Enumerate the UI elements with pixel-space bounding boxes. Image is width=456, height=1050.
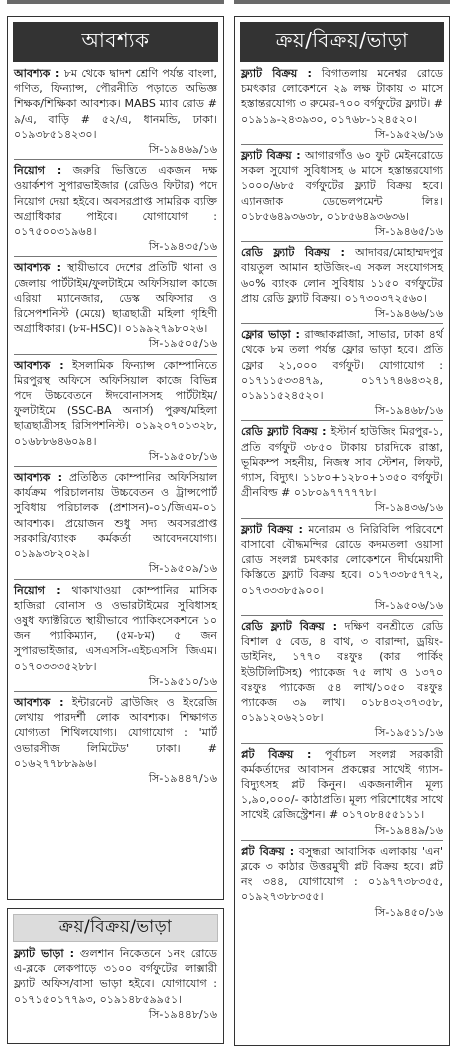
- ad-keyword: রেডি ফ্ল্যাট বিক্রয় :: [241, 619, 338, 633]
- ad-reference-code: সি-১৯৪৩৫/১৬: [148, 240, 217, 254]
- ad-reference-code: সি-১৯৫০৯/১৬: [148, 562, 217, 576]
- ad-reference-code: সি-১৯৫১০/১৬: [148, 674, 217, 688]
- ads-list: [235, 66, 449, 920]
- classified-ad: [14, 358, 217, 464]
- ad-divider: [14, 466, 217, 467]
- ad-text: স্থায়ীভাবে দেশের প্রতিটি থানা ও জেলায় পার্টটাইম/ফুলটাইমে অফিসিয়াল কাজে এরিয়া ম্যানেজার, ডেস্ক অফিসার ও রিসেপশনিস্ট (মেয়ে) ছাত্রছাত্রী মহিলা গৃহিণী অগ্রাধিকার। (৮ম-HSC)। ০১৯৯২৭৯৮০২৬।: [14, 261, 217, 336]
- ad-keyword: ফ্ল্যাট বিক্রয় :: [241, 67, 312, 80]
- ad-keyword: রেডি ফ্ল্যাট বিক্রয় :: [241, 246, 345, 260]
- classified-ad: [14, 946, 217, 1022]
- ad-reference-code: সি-১৯৫১১/১৬: [374, 726, 443, 740]
- ad-keyword: আবশ্যক :: [14, 261, 62, 275]
- column-heading: ক্রয়/বিক্রয়/ভাড়া: [240, 22, 444, 62]
- ads-list: [8, 946, 223, 1022]
- classified-ad: [241, 619, 443, 741]
- ad-divider: [241, 518, 443, 519]
- ad-text: প্রতিষ্ঠিত কোম্পানির অফিসিয়াল কার্যক্রম পরিচালনায় উচ্চবেতন ও ট্রান্সপোর্ট সুবিধায় পরিচালক (প্রশাসন)-০১/জিএম-০১ আবশ্যক। প্রয়োজন শুধু সদ্য অবসরপ্রাপ্ত সরকারি/ব্যাংক কর্মকর্তা আবেদনযোগ্য। ০১৯৯৩৮২০২৯।: [14, 471, 218, 561]
- ad-text: থাকাখাওয়া কোম্পানির মাসিক হাজিরা বোনাস ও ওভারটাইমের সুবিধাসহ ওষুধ ফ্যাক্টরিতে স্থায়ীভাবে প্যাকিংসেকশনে ১০ জন প্যাকিম্যান, (৫ম-৮ম) ৫ জন সুপারভাইজার, এসএসসি-এইচএসসি জিএম। ০১৭০৩৩৩৫২৮৮।: [14, 583, 217, 673]
- right-top-rule: [234, 0, 450, 4]
- ad-reference-code: সি-১৯৫০৬/১৬: [374, 598, 443, 612]
- ad-reference-code: সি-১৯৪৩৬/১৬: [374, 501, 443, 515]
- ad-keyword: নিয়োগ :: [14, 164, 62, 178]
- ad-keyword: ফ্লোর ভাড়া :: [241, 328, 300, 342]
- left-top-rule: [7, 0, 224, 4]
- ad-divider: [14, 256, 217, 257]
- classified-ad: [241, 66, 443, 142]
- ad-reference-code: সি-১৯৪৬৫/১৬: [374, 225, 443, 239]
- ad-divider: [241, 420, 443, 421]
- ad-text: ইসলামিক ফিন্যান্স কোম্পানিতে মিরপুরস্থ অফিসে অফিসিয়াল কাজে বিভিন্ন পদে উচ্চবেতনে ঈদবোনাসসহ পার্টটাইম/ফুলটাইমে (SSC-BA অনার্স) পুরুষ/মহিলা ছাত্রছাত্রীসহ রিসিপশনিস্ট। ০১৯২০৭০১৩২৮, ০১৬৮৮৬৪৬০৯৪।: [14, 358, 218, 448]
- ad-text: জরুরি ভিত্তিতে একজন দক্ষ ওয়ার্কশপ সুপারভাইজার (রেডিও ফিটার) পদে নিয়োগ দেয়া হইবে। অবসরপ্রাপ্ত সামরিক ব্যক্তি অগ্রাধিকার পাইবে। যোগাযোগ : ০১৭৫০০৩১৯৬৪।: [14, 164, 217, 239]
- classified-ad: [241, 747, 443, 838]
- ad-keyword: ফ্ল্যাট বিক্রয় :: [241, 149, 301, 163]
- ad-reference-code: সি-১৯৪৬৬/১৬: [374, 307, 443, 321]
- ad-text: রাজ্জাকপ্লাজা, সাভার, ঢাকা ৪র্থ থেকে ৮ম তলা পর্যন্ত ফ্লোর ভাড়া হবে। প্রতি ফ্লোর ২১,০০০ বর্গফুট। যোগাযোগ : ০১৭১১৫৩৩৪৭৯, ০১৭১৭৪৬৪৩২৪, ০১৯১১৫২৪৫২০।: [241, 328, 443, 403]
- section-heading: ক্রয়/বিক্রয়/ভাড়া: [13, 914, 218, 942]
- classified-ad: [241, 245, 443, 321]
- ad-keyword: রেডি ফ্ল্যাট বিক্রয় :: [241, 425, 327, 439]
- ad-keyword: আবশ্যক :: [14, 695, 64, 709]
- ad-keyword: ফ্ল্যাট ভাড়া :: [14, 947, 75, 960]
- ad-text: ইন্টারনেট ব্রাউজিং ও ইংরেজি লেখায় পারদর্শী লোক আবশ্যক। শিক্ষাগত যোগ্যতা শিথিলযোগ্য। যোগাযোগ : 'মার্ট ওভারসীজ লিমিটেড' ঢাকা। # ০১৬২৭৭৮৮৯৯৬।: [14, 695, 217, 770]
- ad-keyword: প্লট বিক্রয় :: [241, 747, 312, 761]
- classified-ad: [14, 470, 217, 576]
- classified-ad: [241, 327, 443, 418]
- ad-divider: [14, 579, 217, 580]
- ad-keyword: আবশ্যক :: [14, 471, 63, 485]
- ad-text: ইস্টার্ন হাউজিং মিরপুর-১, প্রতি বর্গফুট ৩৮৫০ টাকায় চারদিকে রাস্তা, ভূমিকম্প সহনীয়, নিজস্ব সাব স্টেশন, লিফট, গ্যাস, বিদ্যুৎ। ১১৮০+১২৮০+১৩৫০ বর্গফুট। গ্রীনবিল্ড # ০১৮০৯৭৭৭৭৭৮।: [241, 425, 444, 500]
- ad-divider: [241, 743, 443, 744]
- classified-ad: [14, 260, 217, 351]
- ad-keyword: ফ্ল্যাট বিক্রয় :: [241, 522, 303, 536]
- ad-text: আদাবর/মোহাম্মদপুর বায়তুল আমান হাউজিং-এ সকল সংযোগসহ ৬০% ব্যাংক লোন সুবিধায় ১১৫০ বর্গফুটের প্রায় রেডি ফ্ল্যাট বিক্রয়। ০১৭৩০৩৭২৫৬০।: [241, 246, 443, 305]
- ad-keyword: প্লট বিক্রয় :: [241, 844, 295, 858]
- ad-reference-code: সি-১৯৪৫০/১৬: [374, 905, 443, 919]
- ad-divider: [14, 354, 217, 355]
- ad-text: গুলশান নিকেতনে ১নং রোডে এ-ব্লকে লেকপাড়ে ৩১০০ বর্গফুটের লাক্সারী ফ্ল্যাট অফিস/বাসা ভাড়া হইবে। যোগাযোগ : ০১৭১৫০১৭৭৯৩, ০১৯১৪৮৫৯৯৫১।: [14, 947, 217, 1006]
- ad-text: বসুন্ধরা আবাসিক এলাকায় 'এন' ব্লকে ৩ কাঠার উত্তরমুখী প্লট বিক্রয় হবে। প্লট নং ৩৪৪, যোগাযোগ : ০১৯৭৭৩৮৩৫৫, ০১৯২৭৩৮৮৩৫৫।: [241, 844, 443, 904]
- classified-ad: [14, 163, 217, 254]
- ad-keyword: আবশ্যক :: [14, 358, 64, 372]
- ad-text: ৮ম থেকে দ্বাদশ শ্রেণি পর্যন্ত বাংলা, গণিত, ফিন্যান্স, পৌরনীতি পড়াতে অভিজ্ঞ শিক্ষক/শিক্ষিকা আবশ্যক। MABS ম্যাব রোড # ৯/এ, বাড়ি # ৫২/এ, ধানমন্ডি, ঢাকা। ০১৯৩৮৫১৪২৩০।: [14, 67, 217, 141]
- classified-ad: [241, 522, 443, 613]
- ad-reference-code: সি-১৯৪৬৯/১৬: [148, 143, 217, 157]
- ad-reference-code: সি-১৯৪৪৯/১৬: [374, 823, 443, 837]
- classifieds-buy-sell-rent-box: [7, 908, 224, 1044]
- ads-list: [8, 66, 223, 786]
- ad-reference-code: সি-১৯৪৬৮/১৬: [374, 404, 443, 418]
- ad-keyword: নিয়োগ :: [14, 583, 61, 597]
- ad-reference-code: সি-১৯৪৪৭/১৬: [148, 771, 217, 785]
- ad-reference-code: সি-১৯৪৪৮/১৬: [148, 1007, 217, 1021]
- column-heading: আবশ্যক: [13, 22, 218, 62]
- classified-ad: [241, 424, 443, 515]
- ad-divider: [241, 840, 443, 841]
- classified-ad: [241, 148, 443, 239]
- ad-keyword: আবশ্যক :: [14, 67, 60, 80]
- classified-ad: [14, 583, 217, 689]
- classifieds-wanted-column: [7, 16, 224, 900]
- classifieds-buy-sell-rent-column: [234, 16, 450, 1046]
- ad-text: আগারগাঁও ৬০ ফুট মেইনরোডে সকল সুযোগ সুবিধাসহ ৬ মাসে হস্তান্তরযোগ্য ১০০০/৬৮৫ বর্গফুটের ফ্ল্যাট বিক্রয় হবে। এ্যানজাক ডেভেলপমেন্ট লিঃ। ০১৮৫৬৪৯৩৬৩৮, ০১৮৫৬৪৯৩৬৩৬।: [241, 149, 443, 223]
- ad-divider: [241, 615, 443, 616]
- ad-divider: [241, 241, 443, 242]
- ad-text: মনোরম ও নিরিবিলি পরিবেশে বাসাবো বৌদ্ধমন্দির রোডে কদমতলা ওয়াসা রোড সংলগ্ন চমৎকার লোকেশনে দীর্ঘমেয়াদী কিস্তিতে ফ্ল্যাট বিক্রয় হবে। ০১৭৩৩৮৫৭৭২, ০১৭৩৩৩৮৫৯০০।: [241, 522, 443, 597]
- ad-reference-code: সি-১৯৫২৬/১৬: [374, 127, 443, 141]
- classified-ad: [241, 844, 443, 920]
- classified-ad: [14, 695, 217, 786]
- ad-text: বিগাতলায় মনেশ্বর রোডে চমৎকার লোকেশনে ২৯ লক্ষ টাকায় ৩ মাসে হস্তান্তরযোগ্য ৩ রুমের-৭০০ বর্গফুটের ফ্ল্যাট। # ০১৯১৯-২৪৩৯৩০, ০১৭৬৮-১২৪৫২০।: [241, 67, 443, 126]
- ad-divider: [241, 323, 443, 324]
- ad-reference-code: সি-১৯৫০৫/১৬: [148, 337, 217, 351]
- ad-reference-code: সি-১৯৫০৮/১৬: [148, 449, 217, 463]
- ad-text: দক্ষিণ বনশ্রীতে রেডি বিশাল ৫ বেড, ৪ বাথ, ৩ বারান্দা, ড্রয়িং-ডাইনিং, ১৭৭০ বঃফুঃ (কার পার্কিং ইউটিলিটিসহ) প্যাকেজ ৭৫ লাখ ও ১৩৭০ বঃফুঃ প্যাকেজ ৫৪ লাখ/১০৫০ বঃফুঃ প্যাকেজ ৩৯ লাখ। ০১৮৪৩২৩৭৩৫৮, ০১৯১২০৬২১০৮।: [241, 619, 444, 725]
- ad-text: পূর্বাচল সংলগ্ন সরকারী কর্মকর্তাদের আবাসন প্রকল্পের সাথেই গ্যাস-বিদ্যুৎসহ প্লট কিনুন। একজনালীন মূল্য ১,৯০,০০০/- কাঠাপ্রতি। মূল্য পরিশোধের সাথে সাথেই রেজিস্ট্রেশন। # ০১৭০৮৪৫৫১১১।: [241, 747, 444, 822]
- ad-divider: [14, 691, 217, 692]
- classified-ad: [14, 66, 217, 157]
- ad-divider: [241, 144, 443, 145]
- ad-divider: [14, 159, 217, 160]
